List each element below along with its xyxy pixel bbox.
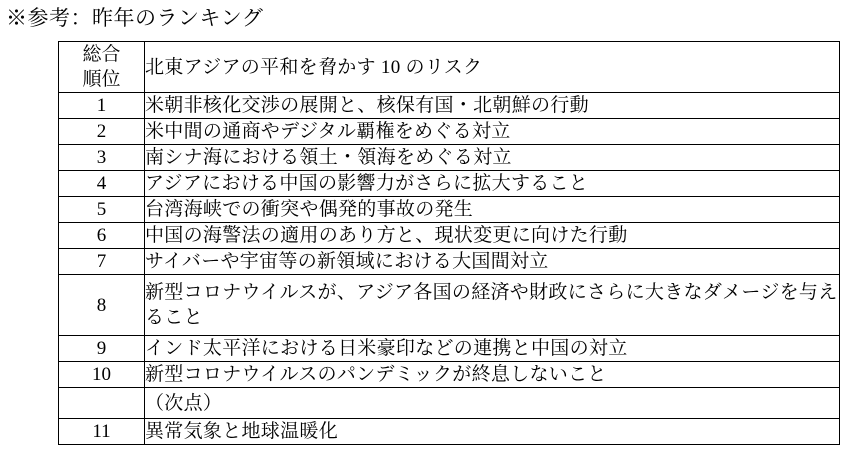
header-cell-rank: [59, 42, 145, 93]
table-row: [59, 171, 840, 197]
ranking-table: [58, 41, 840, 445]
header-rank-line2: 順位: [82, 69, 121, 90]
cell-risk: サイバーや宇宙等の新領域における大国間対立: [145, 249, 840, 275]
cell-rank: 11: [59, 419, 145, 445]
table-row: [59, 362, 840, 388]
cell-risk: 米中間の通商やデジタル覇権をめぐる対立: [145, 119, 840, 145]
cell-risk: 中国の海警法の適用のあり方と、現状変更に向けた行動: [145, 223, 840, 249]
cell-rank: 6: [59, 223, 145, 249]
cell-risk: （次点）: [145, 388, 840, 419]
cell-rank: 10: [59, 362, 145, 388]
table-row: [59, 223, 840, 249]
cell-risk: 新型コロナウイルスが、アジア各国の経済や財政にさらに大きなダメージを与えること: [145, 275, 840, 336]
table-row: [59, 119, 840, 145]
cell-risk: アジアにおける中国の影響力がさらに拡大すること: [145, 171, 840, 197]
table-header-row: [59, 42, 840, 93]
page-caption: ※参考：昨年のランキング: [6, 6, 264, 30]
cell-rank: 2: [59, 119, 145, 145]
ranking-table-container: [58, 41, 840, 445]
table-row: [59, 197, 840, 223]
cell-risk: 新型コロナウイルスのパンデミックが終息しないこと: [145, 362, 840, 388]
cell-rank: 4: [59, 171, 145, 197]
cell-rank: 3: [59, 145, 145, 171]
cell-rank: 5: [59, 197, 145, 223]
header-rank-line1: 総合: [82, 44, 121, 65]
cell-rank: 9: [59, 336, 145, 362]
cell-risk: インド太平洋における日米豪印などの連携と中国の対立: [145, 336, 840, 362]
cell-risk: 米朝非核化交渉の展開と、核保有国・北朝鮮の行動: [145, 93, 840, 119]
table-row: [59, 275, 840, 336]
cell-risk: 異常気象と地球温暖化: [145, 419, 840, 445]
table-row: [59, 145, 840, 171]
cell-risk: 台湾海峡での衝突や偶発的事故の発生: [145, 197, 840, 223]
table-row: [59, 336, 840, 362]
table-row: [59, 419, 840, 445]
cell-rank: [59, 388, 145, 419]
header-cell-risk: 北東アジアの平和を脅かす 10 のリスク: [145, 42, 840, 93]
table-row-next-point: [59, 388, 840, 419]
cell-rank: 7: [59, 249, 145, 275]
table-row: [59, 249, 840, 275]
table-row: [59, 93, 840, 119]
cell-risk: 南シナ海における領土・領海をめぐる対立: [145, 145, 840, 171]
cell-rank: 1: [59, 93, 145, 119]
cell-rank: 8: [59, 275, 145, 336]
